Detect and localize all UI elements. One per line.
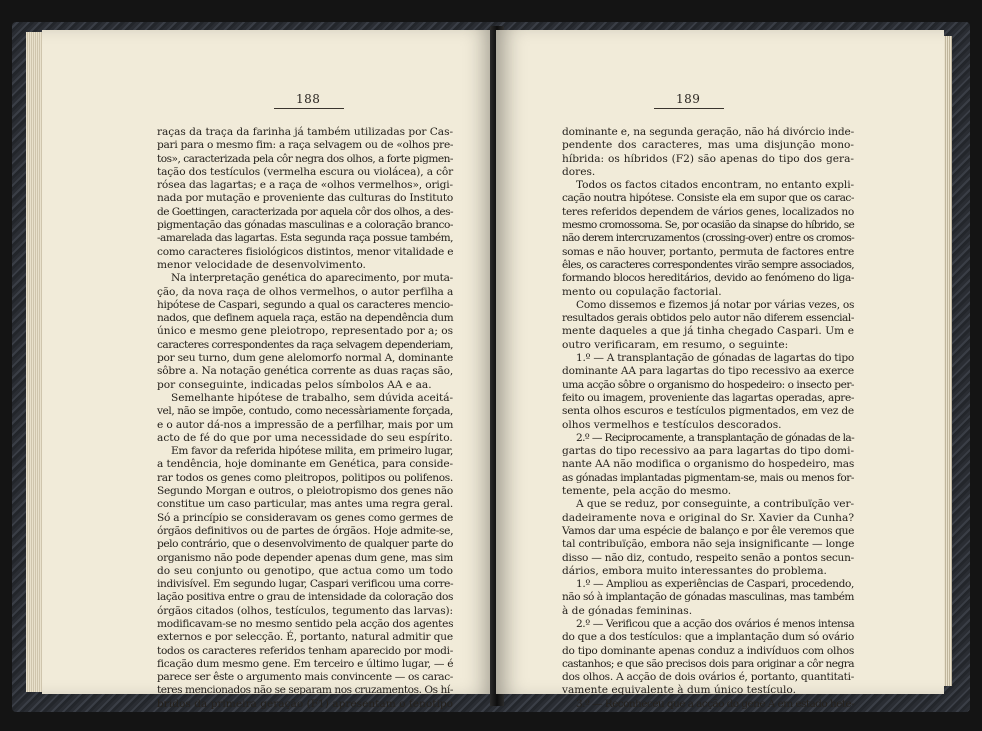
text-line: ficação dum mesmo gene. Em terceiro e último lugar, — é: [157, 657, 454, 670]
left-page-number: 188: [296, 92, 321, 106]
text-line: Na interpretação genética do aparecimento, por muta-: [171, 272, 453, 285]
text-line: não derem intercruzamentos (crossing-over) entre os cromos-: [562, 232, 854, 245]
text-line: menor velocidade de desenvolvimento.: [157, 258, 366, 271]
text-line: Semelhante hipótese de trabalho, sem dúvida aceitá-: [171, 391, 453, 404]
text-line: a tendência, hoje dominante em Genética, para conside-: [157, 458, 453, 471]
text-line: 1.º — Ampliou as experiências de Caspari, procedendo,: [576, 578, 854, 591]
text-line: por seu turno, dum gene alelomorfo normal A, dominante: [157, 352, 453, 365]
text-line: nante AA não modifica o organismo do hospedeiro, mas: [562, 458, 855, 471]
text-line: bridos da primeira geração (F1) apresentam o fenotipo: [157, 697, 453, 710]
text-line: raças da traça da farinha já também utilizadas por Cas-: [157, 126, 453, 138]
text-line: resultados gerais obtidos pelo autor não diferem essencial-: [562, 312, 854, 325]
text-line: feito ou imagem, proveniente das lagartas operadas, apre-: [562, 391, 854, 404]
text-line: teres mencionados não se separam nos cruzamentos. Os hí-: [157, 684, 453, 697]
text-line: vamente equivalente à dum único testículo.: [562, 684, 796, 697]
text-line: cação noutra hipótese. Consiste ela em supor que os carac-: [562, 192, 854, 205]
text-line: órgãos citados (olhos, testículos, tegumento das larvas):: [157, 604, 453, 617]
text-line: castanhos; e que são precisos dois para originar a côr negra: [562, 657, 854, 670]
text-line: dores.: [562, 165, 596, 178]
text-line: lação positiva entre o grau de intensidade da coloração dos: [157, 591, 453, 604]
text-line: 2.º — Verificou que a acção dos ovários é menos intensa: [576, 617, 855, 630]
text-line: dominante AA para lagartas do tipo recessivo aa exerce: [562, 365, 854, 378]
text-line: 3.º — Reconheceu que a acção do gene A em estado hete-: [576, 697, 854, 710]
text-line: acto de fé do que por uma necessidade do seu espírito.: [157, 431, 453, 444]
left-page-text: [157, 126, 453, 711]
right-page-number-rule: [654, 108, 724, 109]
text-line: Em favor da referida hipótese milita, em primeiro lugar,: [171, 445, 453, 458]
text-line: dos olhos. A acção de dois ovários é, portanto, quantitati-: [562, 671, 854, 684]
text-line: Segundo Morgan e outros, o pleiotropismo dos genes não: [157, 485, 453, 498]
text-line: 1.º — A transplantação de gónadas de lagartas do tipo: [576, 352, 854, 365]
text-line: e o autor dá-nos a impressão de a perfilhar, mais por um: [157, 418, 454, 431]
text-line: do seu conjunto ou genotipo, que actua como um todo: [157, 564, 453, 577]
text-line: por conseguinte, indicadas pelos símbolos AA e aa.: [157, 378, 432, 391]
text-line: à de gónadas femininas.: [562, 604, 693, 617]
text-line: as gónadas implantadas pigmentam-se, mais ou menos for-: [562, 471, 854, 484]
text-line: Vamos dar uma espécie de balanço e por êle veremos que: [562, 524, 854, 537]
text-line: dominante e, na segunda geração, não há divórcio inde-: [562, 126, 854, 138]
text-line: olhos vermelhos e testículos descorados.: [562, 418, 782, 431]
right-page: [496, 30, 944, 710]
text-line: mesmo cromossoma. Se, por ocasião da sinapse do híbrido, se: [562, 219, 854, 232]
text-line: híbrida: os híbridos (F2) são apenas do tipo dos gera-: [562, 152, 854, 165]
text-line: organismo não pode depender apenas dum gene, mas sim: [157, 551, 453, 564]
text-line: do que a dos testículos: que a implantação dum só ovário: [562, 631, 854, 644]
text-line: parece ser êste o argumento mais convincente — os carac-: [157, 671, 453, 684]
text-line: não só à implantação de gónadas masculinas, mas também: [562, 591, 854, 604]
text-line: dários, embora muito interessantes do problema.: [562, 564, 827, 577]
text-line: êles, os caracteres correspondentes virão sempre associados,: [562, 258, 854, 271]
text-line: todos os caracteres referidos tenham aparecido por modi-: [157, 644, 453, 657]
text-line: mento ou copulação factorial.: [562, 285, 722, 298]
text-line: rósea das lagartas; e a raça de «olhos vermelhos», origi-: [157, 179, 453, 192]
text-line: A que se reduz, por conseguinte, a contribuïção ver-: [576, 498, 854, 511]
text-line: mente daqueles a que já tinha chegado Caspari. Um e: [562, 325, 854, 338]
text-line: tos», caracterizada pela côr negra dos olhos, a forte pigmen-: [157, 152, 453, 165]
text-line: ção, da nova raça de olhos vermelhos, o autor perfilha a: [157, 285, 454, 298]
text-line: disso — não diz, contudo, respeito senão a pontos secun-: [562, 551, 854, 564]
text-line: Todos os factos citados encontram, no entanto expli-: [576, 179, 854, 192]
text-line: caracteres correspondentes da raça selvagem dependeriam,: [157, 338, 453, 351]
text-line: indivisível. Em segundo lugar, Caspari verificou uma corre-: [157, 578, 454, 591]
text-line: do tipo dominante apenas conduz a indivíduos com olhos: [562, 644, 854, 657]
text-line: Só a princípio se consideravam os genes como germes de: [157, 511, 453, 524]
text-line: dadeiramente nova e original do Sr. Xavier da Cunha?: [562, 511, 854, 524]
text-line: rar todos os genes como pleitropos, politipos ou polifenos.: [157, 471, 453, 484]
text-line: vel, não se impõe, contudo, como necessàriamente forçada,: [157, 405, 453, 418]
text-line: pigmentação das gónadas masculinas e a coloração branco-: [157, 219, 453, 232]
left-page-number-rule: [274, 108, 344, 109]
text-line: -amarelada das lagartas. Esta segunda raça possue também,: [157, 232, 453, 245]
text-line: teres referidos dependem de vários genes, localizados no: [562, 205, 854, 218]
text-line: único e mesmo gene pleiotropo, representado por a; os: [157, 325, 453, 338]
text-line: externos e por selecção. É, portanto, natural admitir que: [157, 631, 453, 644]
text-line: hipótese de Caspari, segundo a qual os caracteres mencio-: [157, 298, 453, 311]
right-page-text: [562, 126, 854, 711]
left-page: [42, 30, 494, 710]
text-line: uma acção sôbre o organismo do hospedeiro: o insecto per-: [562, 378, 855, 391]
text-line: temente, pela acção do mesmo.: [562, 485, 732, 498]
text-line: 2.º — Reciprocamente, a transplantação de gónadas de la-: [576, 431, 854, 444]
text-line: pari para o mesmo fim: a raça selvagem ou de «olhos pre-: [157, 139, 454, 152]
text-line: modificavam-se no mesmo sentido pela acção dos agentes: [157, 617, 454, 630]
text-line: Como dissemos e fizemos já notar por várias vezes, os: [576, 298, 855, 311]
right-page-number: 189: [676, 92, 701, 106]
text-line: órgãos definitivos ou de partes de órgãos. Hoje admite-se,: [157, 524, 454, 537]
text-line: outro verificaram, em resumo, o seguinte:: [562, 338, 789, 351]
text-line: como caracteres fisiológicos distintos, menor vitalidade e: [157, 245, 454, 258]
text-line: tação dos testículos (vermelha escura ou violácea), a côr: [157, 165, 453, 178]
text-line: gartas do tipo recessivo aa para lagartas do tipo domi-: [562, 445, 854, 458]
text-line: pendente dos caracteres, mas uma disjunção mono-: [562, 139, 854, 152]
text-line: nada por mutação e proveniente das culturas do Instituto: [157, 192, 453, 205]
text-line: constitue um caso particular, mas antes uma regra geral.: [157, 498, 453, 511]
text-line: somas e não houver, portanto, permuta de factores entre: [562, 245, 854, 258]
text-line: nados, que definem aquela raça, estão na dependência dum: [157, 312, 454, 325]
text-line: de Goettingen, caracterizada por aquela côr dos olhos, a des-: [157, 205, 453, 218]
text-line: tal contribuïção, embora não seja insignificante — longe: [562, 538, 855, 551]
text-line: senta olhos escuros e testículos pigmentados, em vez de: [562, 405, 854, 418]
text-line: pelo contrário, que o desenvolvimento de qualquer parte do: [157, 538, 453, 551]
text-line: formando blocos hereditários, devido ao fenómeno do liga-: [562, 272, 854, 285]
text-line: sôbre a. Na notação genética corrente as duas raças são,: [157, 365, 453, 378]
